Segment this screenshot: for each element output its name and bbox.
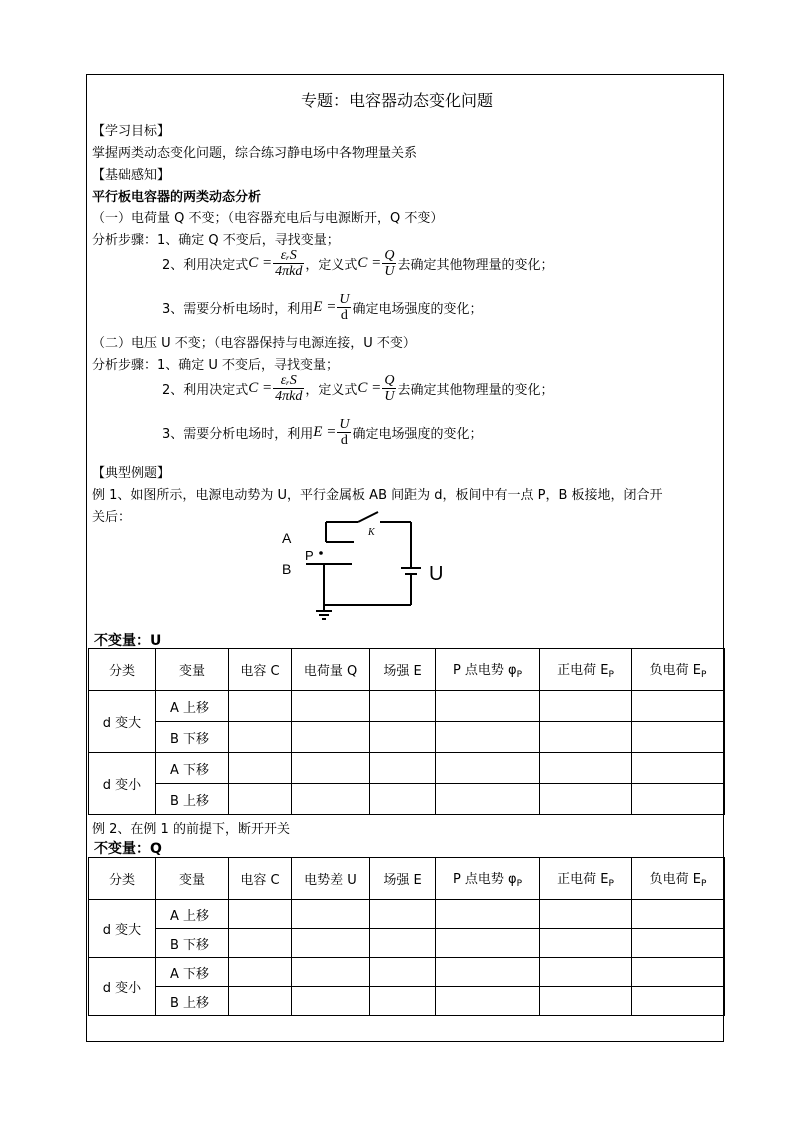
answer-cell[interactable] <box>292 929 370 958</box>
table-row <box>89 722 725 753</box>
example1-line2: 关后： <box>92 510 132 525</box>
answer-cell[interactable] <box>632 929 725 958</box>
answer-cell[interactable] <box>436 987 540 1016</box>
circuit-diagram <box>276 508 456 623</box>
table-row <box>89 691 725 722</box>
answer-cell[interactable] <box>370 958 436 987</box>
answer-cell[interactable] <box>632 753 725 784</box>
table1-header: 场强 E <box>370 649 436 691</box>
table1-header-text: 正电荷 E <box>557 663 609 678</box>
case2-step2 <box>162 373 553 404</box>
table1-header-text: 负电荷 E <box>649 663 701 678</box>
answer-cell[interactable] <box>540 987 632 1016</box>
table2-invariant: 不变量：Q <box>94 841 162 857</box>
case2-step2-b: ，定义式 <box>305 383 358 398</box>
variable-cell: A 下移 <box>156 958 229 987</box>
answer-cell[interactable] <box>540 958 632 987</box>
switch-k <box>358 512 378 522</box>
group-label: d 变大 <box>89 900 156 958</box>
variable-cell: B 上移 <box>156 987 229 1016</box>
label-a: A <box>282 530 292 546</box>
table2-header <box>540 858 632 900</box>
answer-cell[interactable] <box>436 929 540 958</box>
answer-cell[interactable] <box>292 722 370 753</box>
answer-cell[interactable] <box>632 722 725 753</box>
formula-definition <box>382 248 396 279</box>
case2-step3-a: 3、需要分析电场时，利用 <box>162 427 314 442</box>
variable-cell: B 上移 <box>156 784 229 815</box>
case1-step2 <box>162 248 553 279</box>
table1-invariant: 不变量：U <box>94 633 162 649</box>
answer-cell[interactable] <box>229 929 292 958</box>
basic-heading: 【基础感知】 <box>92 168 171 183</box>
subscript-p: P <box>700 879 707 889</box>
label-k: K <box>368 527 375 538</box>
formula-decisive-num-2: εᵣS <box>273 373 304 389</box>
formula-e-lhs-2: E = <box>313 424 337 440</box>
table1-header: 电容 C <box>229 649 292 691</box>
answer-cell[interactable] <box>540 929 632 958</box>
table-row <box>89 900 725 929</box>
case2-step3-b: 确定电场强度的变化； <box>352 427 483 442</box>
answer-cell[interactable] <box>436 722 540 753</box>
group-label: d 变小 <box>89 753 156 815</box>
formula-c-lhs-2: C = <box>357 255 382 271</box>
answer-cell[interactable] <box>370 784 436 815</box>
answer-cell[interactable] <box>292 958 370 987</box>
subscript-p: P <box>700 670 707 680</box>
table1-header-text: P 点电势 φ <box>452 663 517 678</box>
answer-cell[interactable] <box>370 900 436 929</box>
label-u: U <box>429 563 444 585</box>
formula-field-2 <box>337 417 351 448</box>
answer-cell[interactable] <box>632 784 725 815</box>
formula-decisive-den-2: 4πkd <box>275 389 303 404</box>
answer-cell[interactable] <box>632 958 725 987</box>
answer-cell[interactable] <box>632 900 725 929</box>
table-row <box>89 784 725 815</box>
table1-header <box>540 649 632 691</box>
table2-header: 电容 C <box>229 858 292 900</box>
table2-header: 电势差 U <box>292 858 370 900</box>
table2-header <box>436 858 540 900</box>
table2 <box>88 857 725 1016</box>
case1-step3 <box>162 292 482 323</box>
case2-step3 <box>162 417 482 448</box>
table2-header-text: P 点电势 φ <box>452 872 517 887</box>
table2-header: 场强 E <box>370 858 436 900</box>
formula-decisive-den: 4πkd <box>275 264 303 279</box>
formula-e-lhs: E = <box>313 299 337 315</box>
table2-header-text: 正电荷 E <box>557 872 609 887</box>
variable-cell: A 下移 <box>156 753 229 784</box>
table2-header-text: 负电荷 E <box>649 872 701 887</box>
group-label: d 变大 <box>89 691 156 753</box>
goal-heading: 【学习目标】 <box>92 124 171 139</box>
table2-header: 变量 <box>156 858 229 900</box>
answer-cell[interactable] <box>229 722 292 753</box>
variable-cell: B 下移 <box>156 929 229 958</box>
answer-cell[interactable] <box>370 722 436 753</box>
example-heading: 【典型例题】 <box>92 466 171 481</box>
subscript-p: P <box>608 879 614 889</box>
formula-decisive-2 <box>273 373 304 404</box>
answer-cell[interactable] <box>229 784 292 815</box>
table-row <box>89 929 725 958</box>
answer-cell[interactable] <box>229 900 292 929</box>
answer-cell[interactable] <box>436 691 540 722</box>
case2-step2-c: 去确定其他物理量的变化； <box>397 383 554 398</box>
table1-header: 变量 <box>156 649 229 691</box>
answer-cell[interactable] <box>292 987 370 1016</box>
example1-line1: 例 1、如图所示，电源电动势为 U，平行金属板 AB 间距为 d，板间中有一点 P，B 板接地，闭合开 <box>92 488 663 503</box>
table-row <box>89 753 725 784</box>
variable-cell: B 下移 <box>156 722 229 753</box>
answer-cell[interactable] <box>292 691 370 722</box>
analysis-title: 平行板电容器的两类动态分析 <box>92 190 262 205</box>
case1-step3-a: 3、需要分析电场时，利用 <box>162 302 314 317</box>
answer-cell[interactable] <box>436 900 540 929</box>
page-title: 专题：电容器动态变化问题 <box>300 91 493 110</box>
answer-cell[interactable] <box>292 900 370 929</box>
answer-cell[interactable] <box>370 987 436 1016</box>
variable-cell: A 上移 <box>156 691 229 722</box>
answer-cell[interactable] <box>632 691 725 722</box>
table1-header <box>436 649 540 691</box>
table1-header: 分类 <box>89 649 156 691</box>
answer-cell[interactable] <box>540 900 632 929</box>
formula-field-den: d <box>340 308 348 323</box>
case1-step1: 分析步骤：1、确定 Q 不变后，寻找变量； <box>92 233 340 248</box>
point-p <box>319 551 323 555</box>
formula-decisive <box>273 248 304 279</box>
case2-step1: 分析步骤：1、确定 U 不变后，寻找变量； <box>92 358 340 373</box>
formula-field <box>337 292 351 323</box>
formula-definition-num-2: Q <box>384 373 395 388</box>
answer-cell[interactable] <box>229 691 292 722</box>
table-row <box>89 987 725 1016</box>
answer-cell[interactable] <box>292 784 370 815</box>
answer-cell[interactable] <box>229 958 292 987</box>
answer-cell[interactable] <box>540 722 632 753</box>
table1-header: 电荷量 Q <box>292 649 370 691</box>
table2-header: 分类 <box>89 858 156 900</box>
table-row <box>89 958 725 987</box>
case1-step2-a: 2、利用决定式 <box>162 258 249 273</box>
answer-cell[interactable] <box>436 784 540 815</box>
answer-cell[interactable] <box>229 753 292 784</box>
table1 <box>88 648 725 815</box>
subscript-p: P <box>516 670 523 680</box>
subscript-p: P <box>516 879 523 889</box>
label-b: B <box>282 561 292 577</box>
table1-header-row <box>89 649 725 691</box>
table1-header <box>632 649 725 691</box>
table2-header-row <box>89 858 725 900</box>
case1-step2-b: ，定义式 <box>305 258 358 273</box>
answer-cell[interactable] <box>229 987 292 1016</box>
formula-field-num: U <box>339 292 350 307</box>
subscript-p: P <box>608 670 614 680</box>
answer-cell[interactable] <box>540 691 632 722</box>
formula-decisive-num: εᵣS <box>273 248 304 264</box>
formula-definition-den-2: U <box>384 389 395 404</box>
answer-cell[interactable] <box>436 753 540 784</box>
answer-cell[interactable] <box>632 987 725 1016</box>
example2-text: 例 2、在例 1 的前提下，断开开关 <box>92 822 290 837</box>
formula-definition-den: U <box>384 264 395 279</box>
formula-field-den-2: d <box>340 433 348 448</box>
answer-cell[interactable] <box>370 691 436 722</box>
formula-c-lhs: C = <box>248 255 273 271</box>
group-label: d 变小 <box>89 958 156 1016</box>
formula-definition-2 <box>382 373 396 404</box>
formula-definition-num: Q <box>384 248 395 263</box>
answer-cell[interactable] <box>540 753 632 784</box>
answer-cell[interactable] <box>370 753 436 784</box>
answer-cell[interactable] <box>292 753 370 784</box>
variable-cell: A 上移 <box>156 900 229 929</box>
answer-cell[interactable] <box>540 784 632 815</box>
case1-step2-c: 去确定其他物理量的变化； <box>397 258 554 273</box>
goal-text: 掌握两类动态变化问题，综合练习静电场中各物理量关系 <box>92 146 418 161</box>
formula-field-num-2: U <box>339 417 350 432</box>
case2-title: （二）电压 U 不变；（电容器保持与电源连接，U 不变） <box>92 336 416 351</box>
case1-title: （一）电荷量 Q 不变；（电容器充电后与电源断开，Q 不变） <box>92 211 444 226</box>
answer-cell[interactable] <box>436 958 540 987</box>
table2-header <box>632 858 725 900</box>
formula-c-lhs-4: C = <box>357 380 382 396</box>
case1-step3-b: 确定电场强度的变化； <box>352 302 483 317</box>
formula-c-lhs-3: C = <box>248 380 273 396</box>
label-p: P <box>305 548 314 563</box>
case2-step2-a: 2、利用决定式 <box>162 383 249 398</box>
answer-cell[interactable] <box>370 929 436 958</box>
